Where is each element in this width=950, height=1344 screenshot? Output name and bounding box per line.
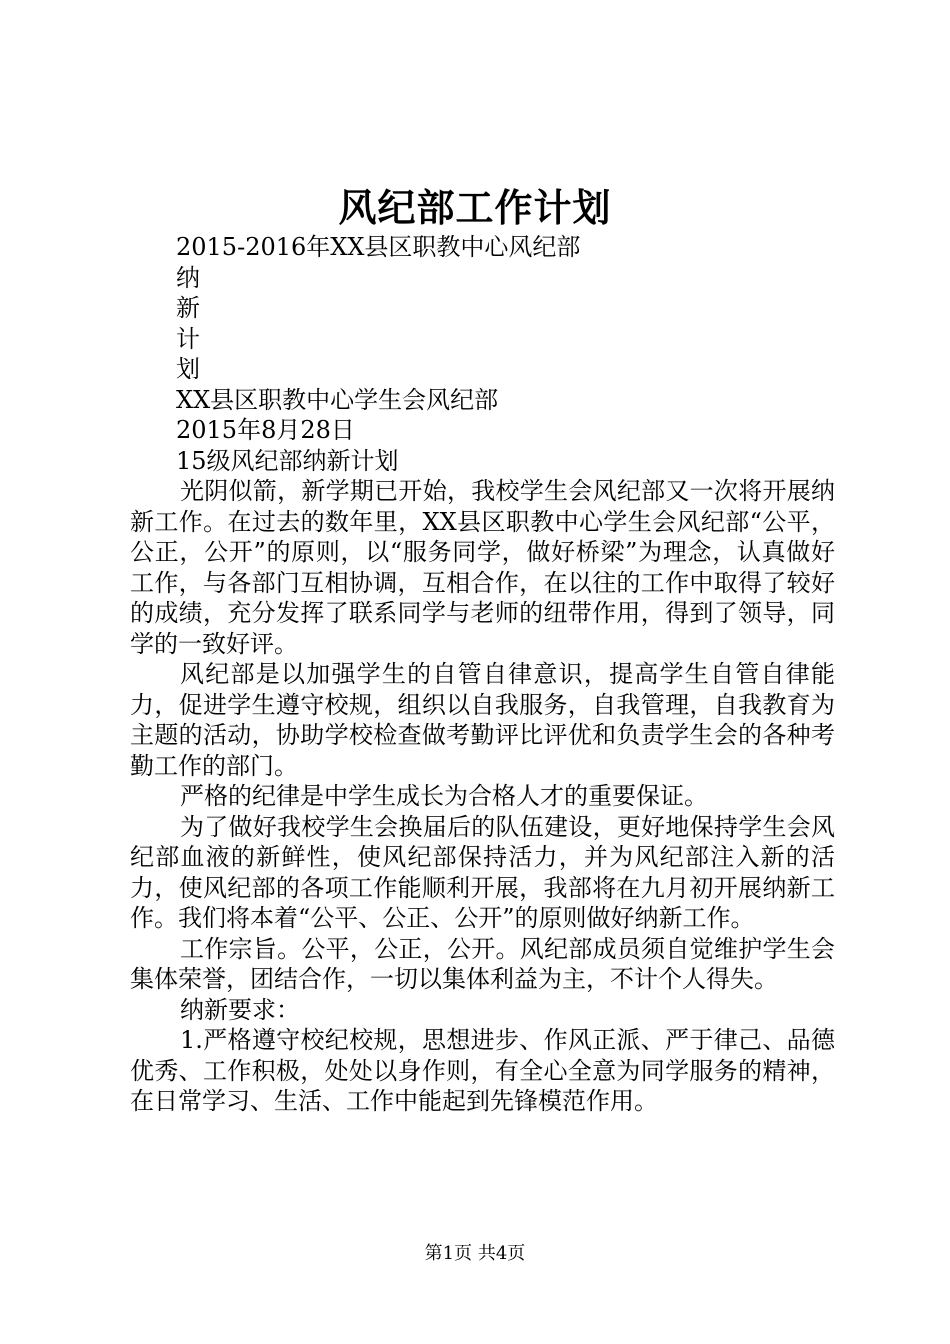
- header-line-date: 2015年8月28日: [176, 416, 355, 444]
- header-line-subtitle: 15级风纪部纳新计划: [176, 446, 399, 475]
- header-line-char-3: 计: [176, 324, 200, 353]
- paragraph-department-role: 风纪部是以加强学生的自管自律意识，提高学生自管自律能力，促进学生遵守校规，组织以自我服务，自我管理，自我教育为主题的活动，协助学校检查做考勤评比评优和负责学生会的各种考勤工作的部门。: [130, 660, 835, 780]
- paragraph-requirements-heading: 纳新要求：: [180, 995, 300, 1024]
- paragraph-discipline: 严格的纪律是中学生成长为合格人才的重要保证。: [180, 782, 708, 810]
- header-line-department: XX县区职教中心学生会风纪部: [176, 385, 499, 414]
- page-number-footer: 第1页 共4页: [424, 1243, 526, 1264]
- header-line-char-2: 新: [176, 294, 200, 322]
- paragraph-recruitment-plan: 为了做好我校学生会换届后的队伍建设，更好地保持学生会风纪部血液的新鲜性，使风纪部保持活力，并为风纪部注入新的活力，使风纪部的各项工作能顺利开展，我部将在九月初开展纳新工作。我们将本着“公平、公正、公开”的原则做好纳新工作。: [130, 812, 835, 932]
- document-body: [130, 232, 835, 1117]
- paragraph-purpose: 工作宗旨。公平，公正，公开。风纪部成员须自觉维护学生会集体荣誉，团结合作，一切以集体利益为主，不计个人得失。: [130, 934, 835, 993]
- header-line-char-4: 划: [176, 355, 200, 383]
- header-line-year-org: 2015-2016年XX县区职教中心风纪部: [176, 233, 581, 261]
- header-line-char-1: 纳: [176, 263, 200, 292]
- paragraph-intro: 光阴似箭，新学期已开始，我校学生会风纪部又一次将开展纳新工作。在过去的数年里，XX县区职教中心学生会风纪部“公平，公正，公开”的原则，以“服务同学，做好桥梁”为理念，认真做好工作，与各部门互相协调，互相合作，在以往的工作中取得了较好的成绩，充分发挥了联系同学与老师的纽带作用，得到了领导，同学的一致好评。: [130, 477, 835, 658]
- paragraph-requirement-1: 1.严格遵守校纪校规，思想进步、作风正派、严于律己、品德优秀、工作积极，处处以身作则，有全心全意为同学服务的精神，在日常学习、生活、工作中能起到先锋模范作用。: [130, 1026, 835, 1115]
- document-title: 风纪部工作计划: [338, 185, 612, 230]
